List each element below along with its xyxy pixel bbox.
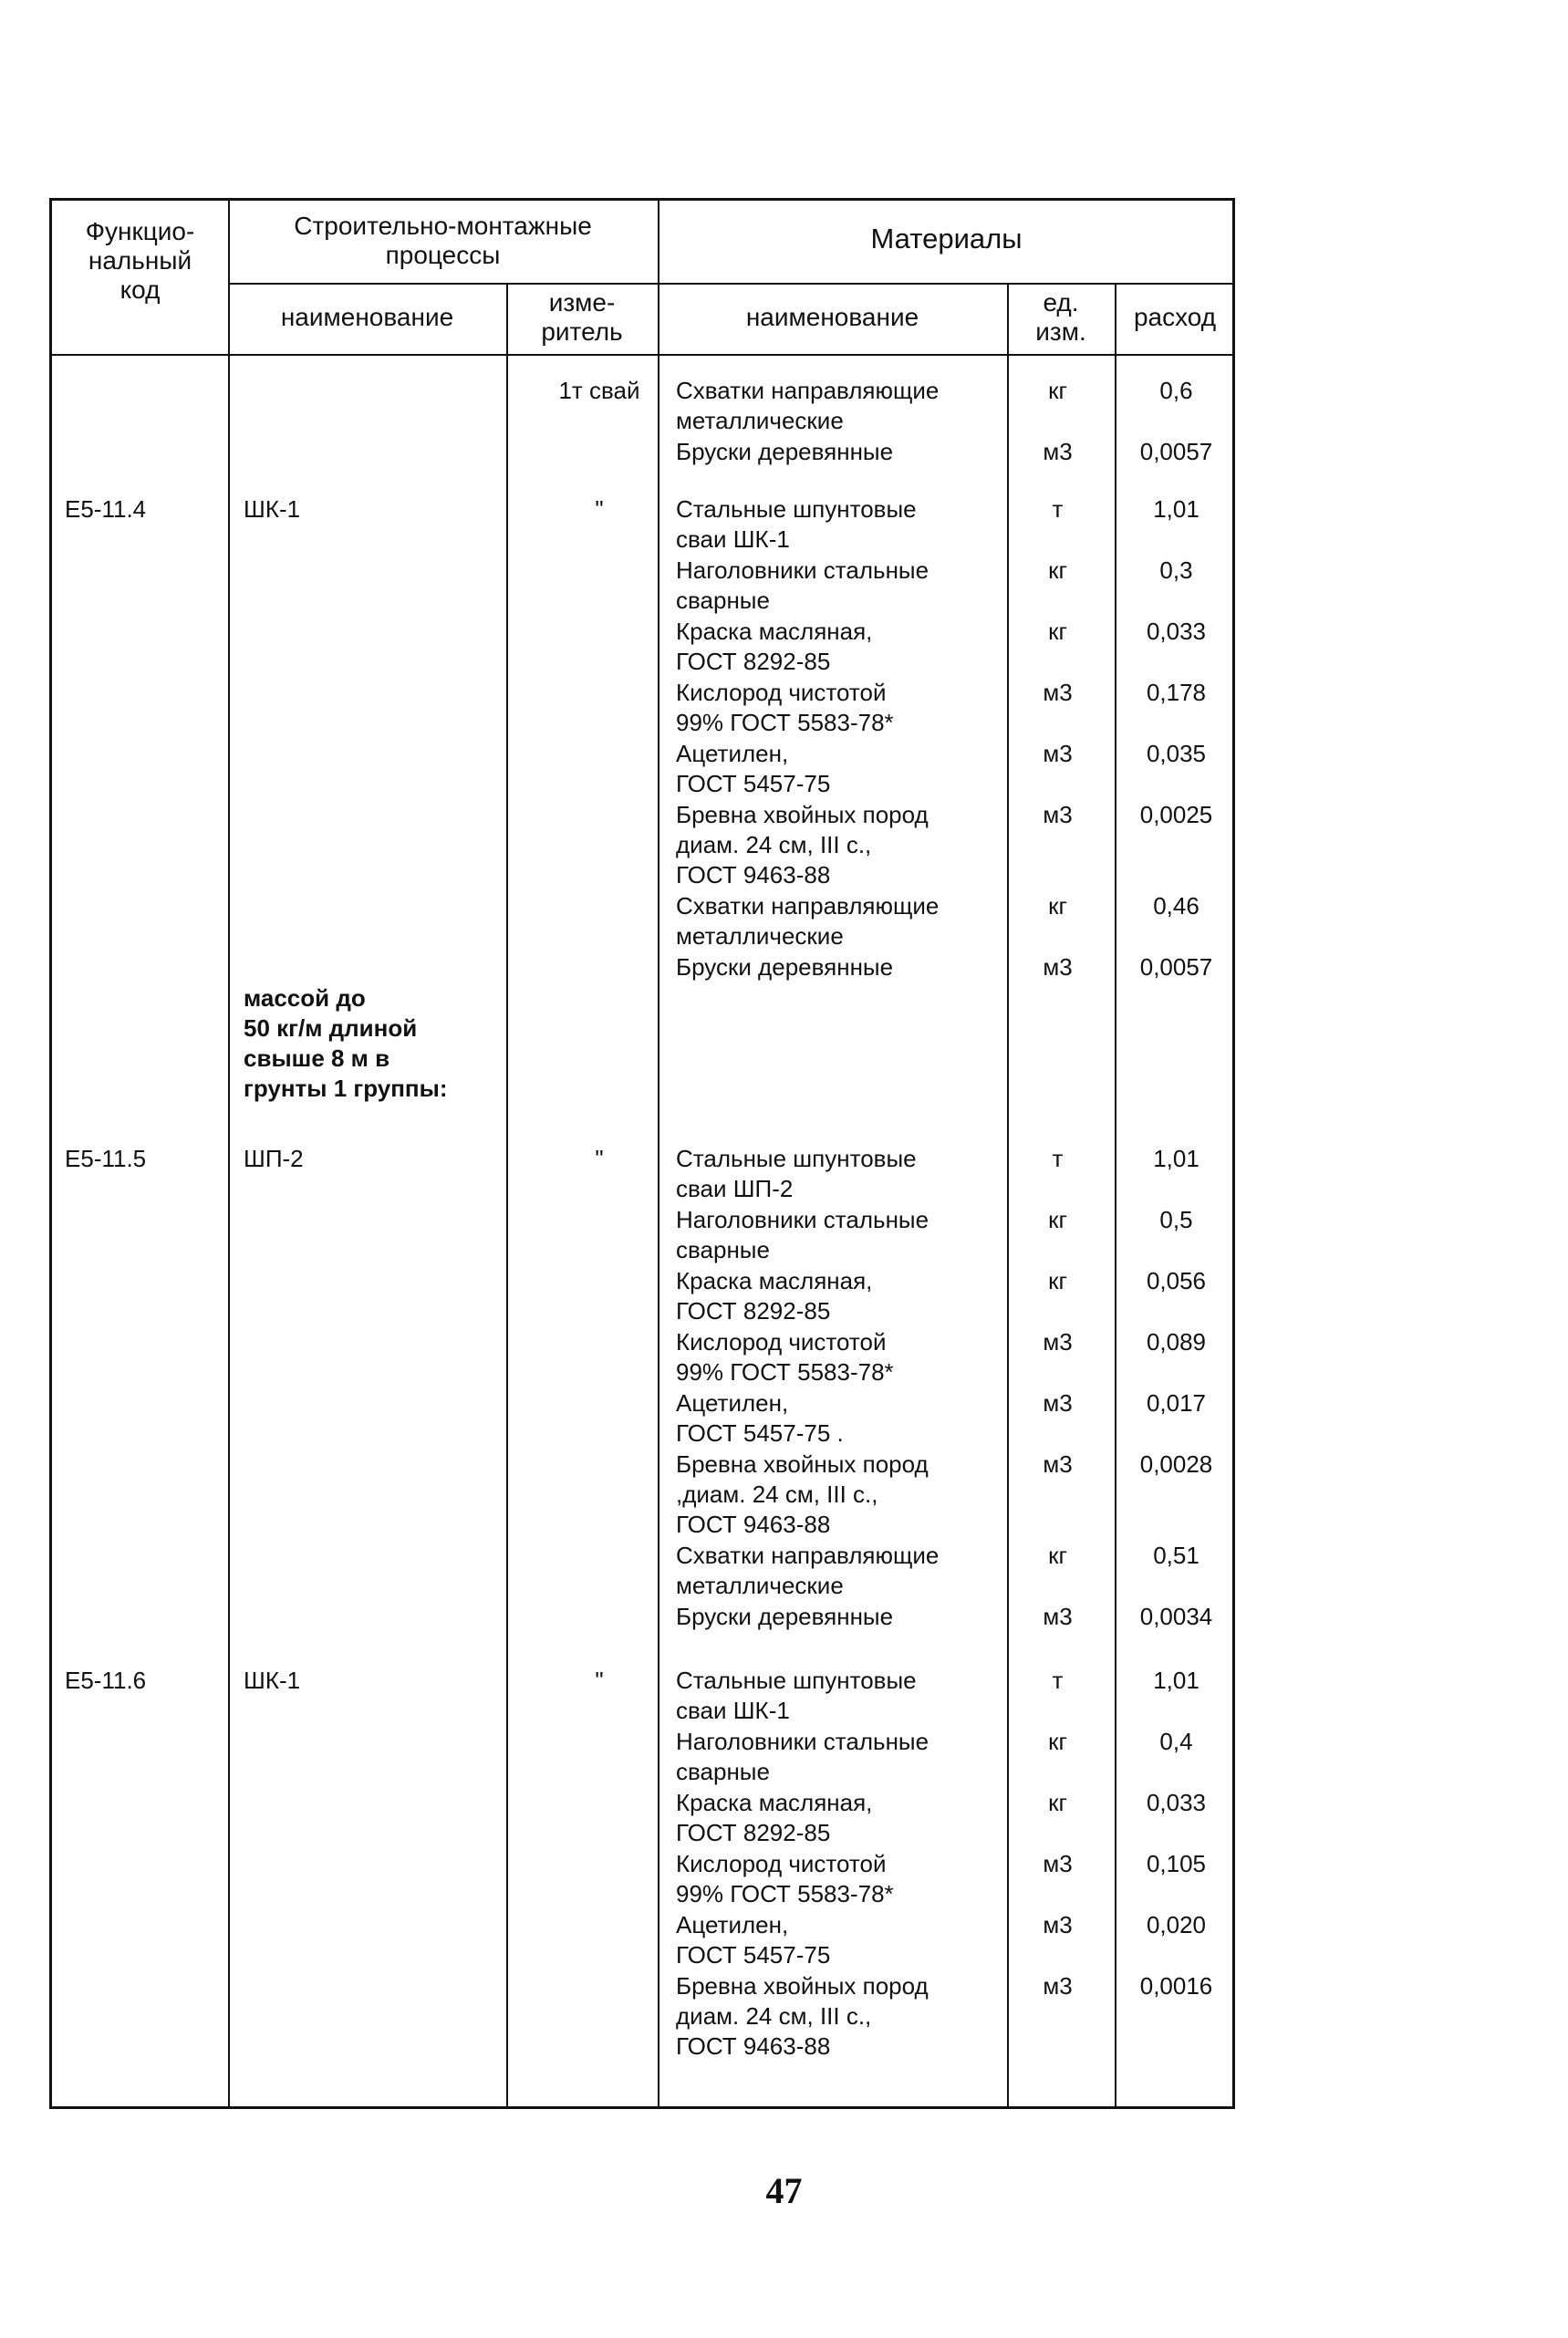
header-bottom [52,354,1235,356]
header-divider [228,283,1235,285]
material-unit: т [1052,1667,1064,1694]
material-name: Стальные шпунтовые сваи ШК-1 [676,495,917,553]
material-unit: кг [1048,892,1067,920]
material-unit: кг [1048,377,1067,404]
header-materials: Материалы [870,223,1023,255]
material-qty: 0,4 [1159,1728,1193,1755]
material-unit: т [1052,1145,1064,1172]
material-name: Краска масляная, ГОСТ 8292-85 [676,1267,873,1325]
material-qty: 0,020 [1146,1911,1207,1938]
section-title: массой до 50 кг/м длиной свыше 8 м в грунты 1 группы: [244,984,448,1102]
material-name: Стальные шпунтовые сваи ШП-2 [676,1145,917,1202]
material-name: Наголовники стальные сварные [676,556,929,614]
header-processes: Строительно-монтажные процессы [294,212,592,269]
header-proc-name: наименование [280,303,454,331]
process-name: ШК-1 [244,495,301,523]
col-divider [506,283,508,2106]
material-qty: 0,0057 [1139,438,1213,465]
material-unit: т [1052,495,1064,523]
material-unit: м3 [1043,1328,1073,1356]
process-name: ШК-1 [244,1667,301,1694]
material-name: Бревна хвойных пород ,диам. 24 см, III с., ГОСТ 9463-88 [676,1450,929,1538]
material-unit: м3 [1043,438,1073,465]
material-name: Бруски деревянные [676,438,894,465]
material-qty: 0,0016 [1139,1972,1213,2000]
material-qty: 1,01 [1153,1145,1199,1172]
material-qty: 0,017 [1146,1389,1207,1417]
material-qty: 0,0034 [1139,1603,1213,1630]
material-name: Кислород чистотой 99% ГОСТ 5583-78* [676,1850,894,1907]
material-unit: кг [1048,1542,1067,1569]
material-unit: кг [1048,556,1067,584]
material-qty: 1,01 [1153,1667,1199,1694]
material-unit: м3 [1043,1972,1073,2000]
header-consumption: расход [1133,303,1217,331]
material-qty: 0,178 [1146,679,1207,706]
material-name: Стальные шпунтовые сваи ШК-1 [676,1667,917,1724]
material-name: Ацетилен, ГОСТ 5457-75 [676,740,831,797]
material-qty: 0,105 [1146,1850,1207,1877]
meter-value: 1т свай [558,377,640,404]
material-qty: 0,0025 [1139,801,1213,828]
material-unit: м3 [1043,1911,1073,1938]
material-name: Ацетилен, ГОСТ 5457-75 . [676,1389,844,1447]
material-unit: м3 [1043,801,1073,828]
material-qty: 1,01 [1153,495,1199,523]
material-qty: 0,6 [1159,377,1193,404]
material-unit: м3 [1043,740,1073,767]
material-unit: м3 [1043,1389,1073,1417]
material-unit: м3 [1043,1450,1073,1478]
material-qty: 0,0057 [1139,953,1213,981]
material-unit: м3 [1043,1850,1073,1877]
meter-value: " [595,495,604,523]
material-qty: 0,3 [1159,556,1193,584]
material-name: Кислород чистотой 99% ГОСТ 5583-78* [676,679,894,736]
material-unit: кг [1048,1267,1067,1294]
material-name: Бревна хвойных пород диам. 24 см, III с., ГОСТ 9463-88 [676,1972,929,2060]
material-name: Бруски деревянные [676,1603,894,1630]
function-code: Е5-11.6 [65,1667,147,1694]
material-qty: 0,035 [1146,740,1207,767]
page-number: 47 [765,2170,803,2211]
header-meter: изме- ритель [541,288,623,346]
material-unit: м3 [1043,953,1073,981]
material-qty: 0,46 [1153,892,1199,920]
material-name: Бревна хвойных пород диам. 24 см, III с., ГОСТ 9463-88 [676,801,929,888]
material-unit: кг [1048,1206,1067,1233]
header-func-code: Функцио- нальный код [85,217,195,304]
material-qty: 0,056 [1146,1267,1207,1294]
process-name: ШП-2 [244,1145,304,1172]
material-qty: 0,0028 [1139,1450,1213,1478]
material-name: Краска масляная, ГОСТ 8292-85 [676,618,873,675]
header-unit: ед. изм. [1035,288,1086,346]
material-qty: 0,033 [1146,618,1207,645]
material-unit: м3 [1043,1603,1073,1630]
function-code: Е5-11.5 [65,1145,147,1172]
material-name: Наголовники стальные сварные [676,1728,929,1785]
material-unit: кг [1048,618,1067,645]
material-qty: 0,5 [1159,1206,1193,1233]
material-name: Схватки направляющие металлические [676,892,940,950]
header-mat-name: наименование [745,303,919,331]
material-unit: м3 [1043,679,1073,706]
norms-table [49,198,1235,2109]
material-qty: 0,51 [1153,1542,1199,1569]
material-qty: 0,089 [1146,1328,1207,1356]
material-name: Ацетилен, ГОСТ 5457-75 [676,1911,831,1969]
material-name: Бруски деревянные [676,953,894,981]
col-divider [1115,283,1116,2106]
material-unit: кг [1048,1789,1067,1816]
meter-value: " [595,1145,604,1172]
material-name: Кислород чистотой 99% ГОСТ 5583-78* [676,1328,894,1386]
material-unit: кг [1048,1728,1067,1755]
material-name: Наголовники стальные сварные [676,1206,929,1263]
material-qty: 0,033 [1146,1789,1207,1816]
material-name: Краска масляная, ГОСТ 8292-85 [676,1789,873,1846]
material-name: Схватки направляющие металлические [676,377,940,434]
material-name: Схватки направляющие металлические [676,1542,940,1599]
meter-value: " [595,1667,604,1694]
function-code: Е5-11.4 [65,495,147,523]
col-divider [228,201,230,2106]
